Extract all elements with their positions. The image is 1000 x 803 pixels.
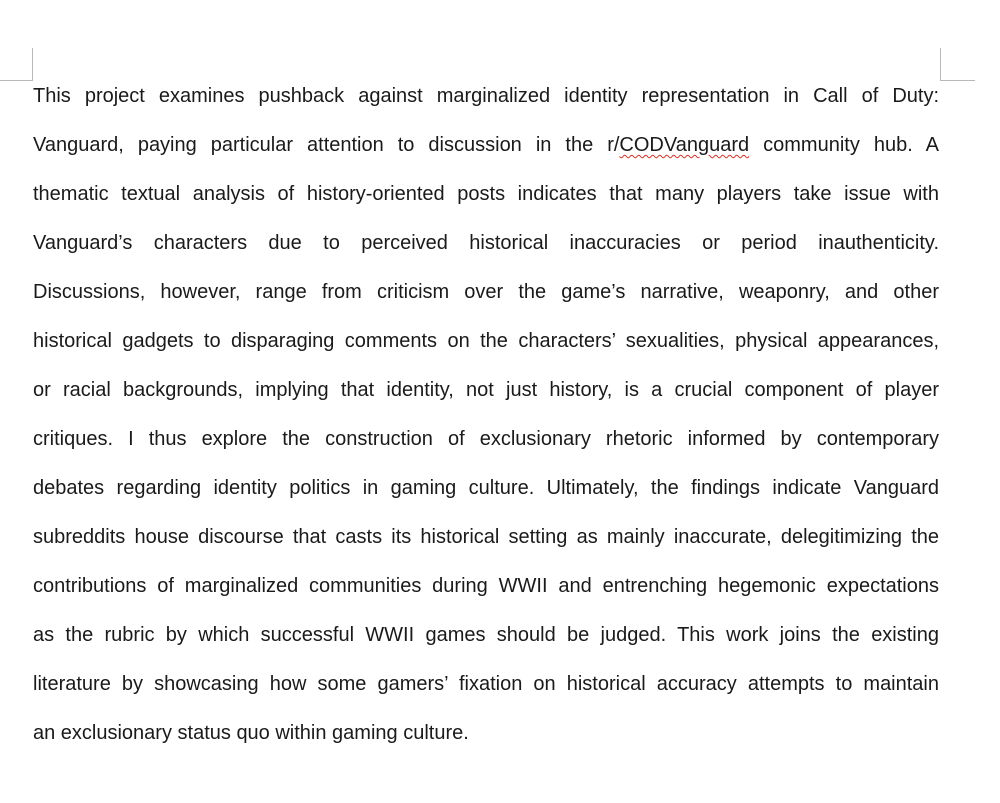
text-line: historical gadgets to disparaging comments on the characters’ sexualities, physical appearances, bbox=[33, 330, 939, 352]
text-line: debates regarding identity politics in gaming culture. Ultimately, the findings indicate Vanguard bbox=[33, 477, 939, 499]
text-line: subreddits house discourse that casts its historical setting as mainly inaccurate, delegitimizing the bbox=[33, 526, 939, 548]
margin-crop-mark-top-left bbox=[0, 48, 33, 81]
text-line: critiques. I thus explore the construction of exclusionary rhetoric informed by contemporary bbox=[33, 428, 939, 450]
text-line: This project examines pushback against marginalized identity representation in Call of Duty: bbox=[33, 85, 939, 107]
text-line-segment: Vanguard, paying particular attention to discussion in the bbox=[33, 134, 594, 156]
text-line: Vanguard’s characters due to perceived historical inaccuracies or period inauthenticity. bbox=[33, 232, 939, 254]
margin-crop-mark-top-right bbox=[940, 48, 975, 81]
subreddit-prefix: r/ bbox=[607, 134, 620, 156]
text-line: Discussions, however, range from criticism over the game’s narrative, weaponry, and other bbox=[33, 281, 939, 303]
text-line: literature by showcasing how some gamers’ fixation on historical accuracy attempts to maintain bbox=[33, 673, 939, 695]
text-line-segment: community hub. A bbox=[763, 134, 940, 156]
text-line-last: an exclusionary status quo within gaming culture. bbox=[33, 722, 469, 744]
text-line: contributions of marginalized communities during WWII and entrenching hegemonic expectations bbox=[33, 575, 939, 597]
text-line-with-subreddit bbox=[33, 131, 939, 180]
abstract-paragraph[interactable] bbox=[33, 82, 939, 768]
text-line: thematic textual analysis of history-oriented posts indicates that many players take issue with bbox=[33, 183, 939, 205]
text-line: as the rubric by which successful WWII games should be judged. This work joins the existing bbox=[33, 624, 939, 646]
text-line: or racial backgrounds, implying that identity, not just history, is a crucial component of player bbox=[33, 379, 939, 401]
spellcheck-flagged-word[interactable]: CODVanguard bbox=[619, 134, 750, 156]
